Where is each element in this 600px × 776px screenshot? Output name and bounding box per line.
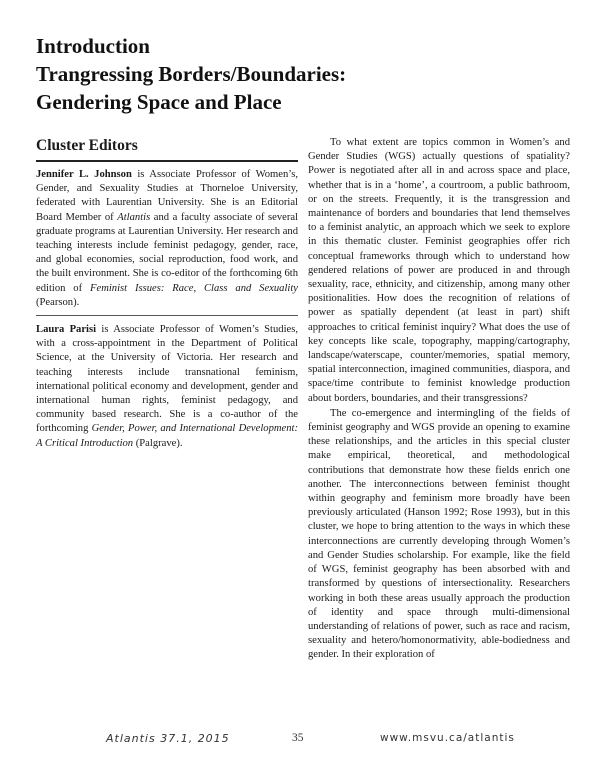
right-column [308, 136, 570, 664]
editor-name-johnson: Jennifer L. Johnson [36, 169, 132, 180]
footer-url[interactable]: www.msvu.ca/atlantis [380, 732, 515, 744]
footer-page-number: 35 [292, 732, 304, 744]
journal-title: Atlantis [117, 211, 151, 223]
bio-text: and a faculty associate of several graduate programs at Laurentian University. Her research and teaching interests include feminist pedagogy, gender, race, and global economies, social reproduction, food work, and the built environment. She is co-editor of the forthcoming 6th edition of [36, 211, 298, 294]
editor-bio-parisi [36, 323, 298, 451]
bio-text: (Pearson). [36, 296, 80, 308]
editor-bio-johnson [36, 168, 298, 310]
body-paragraph-1: To what extent are topics common in Women’s and Gender Studies (WGS) actually questions of spatiality? Power is negotiated after all in and across space and place, whether that is in a ‘home’, a courtroom, a public bathroom, or on the streets. Frequently, it is the transgression and maintenance of borders and boundaries that lend themselves to a feminist analytic, an approach which we seek to explore in this thematic cluster. Feminist geographies offer rich conceptual frameworks through which to understand how gendered relations of power are produced in and through sexuality, race, ethnicity, and citizenship, among many other positionalities. How does the recognition of relations of power as spatially dependent (at least in part) shift approaches to critical feminist inquiry? What does the use of key concepts like scale, topography, mapping/cartography, landscape/waterscape, counter/memories, spatial memory, spatial interconnection, imagined communities, diaspora, and space/time contribute to feminist knowledge production about borders, boundaries, and their transgressions? [308, 137, 570, 404]
page-footer [0, 732, 600, 752]
footer-journal: Atlantis 37.1, 2015 [106, 732, 230, 745]
article-title [36, 32, 576, 116]
title-line-2: Trangressing Borders/Boundaries: [36, 62, 347, 86]
bio-text: is Associate Professor of Women’s Studies, with a cross-appointment in the Department of Political Science, at the University of Victoria. Her research and teaching interests include transnational feminism, international political economy and development, gender and international human rights, feminist pedagogy, and community based research. She is a co-author of the forthcoming [36, 324, 298, 435]
title-line-1: Introduction [36, 34, 150, 58]
book-title: Gender, Power, and International Development: A Critical Introduction [36, 423, 298, 449]
bio-text: (Palgrave). [133, 437, 183, 449]
book-title: Feminist Issues: Race, Class and Sexuality [90, 282, 299, 294]
body-paragraph-2: The co-emergence and intermingling of the fields of feminist geography and WGS provide an opening to examine these relationships, and the articles in this special cluster make empirical, theoretical, and methodological contributions that demonstrate how these fields enrich one another. The interconnections between feminist thought within geography and feminism more broadly have been previously articulated (Hanson 1992; Rose 1993), but in this cluster, we hope to bring attention to the ways in which these interconnections are currently developing through Women’s and Gender Studies scholarship. For example, like the field of WGS, feminist geography has been absorbed with and transformed by questions of intersectionality. Researchers working in both these areas usually approach the production of identity and space through multi-dimensional understanding of relations of power, such as race and racism, sexuality and hetero/homonormativity, able-bodiedness and gender. In their exploration of [308, 407, 570, 661]
editor-name-parisi: Laura Parisi [36, 324, 97, 336]
cluster-editors-heading: Cluster Editors [36, 137, 138, 154]
bio-text: is Associate Professor of Women’s, Gender, and Sexuality Studies at Thorneloe University, federated with Laurentian University. She is an Editorial Board Member of [36, 169, 298, 223]
title-line-3: Gendering Space and Place [36, 90, 282, 114]
left-column [36, 136, 298, 451]
bio-divider [36, 315, 298, 316]
heading-divider [36, 160, 298, 162]
